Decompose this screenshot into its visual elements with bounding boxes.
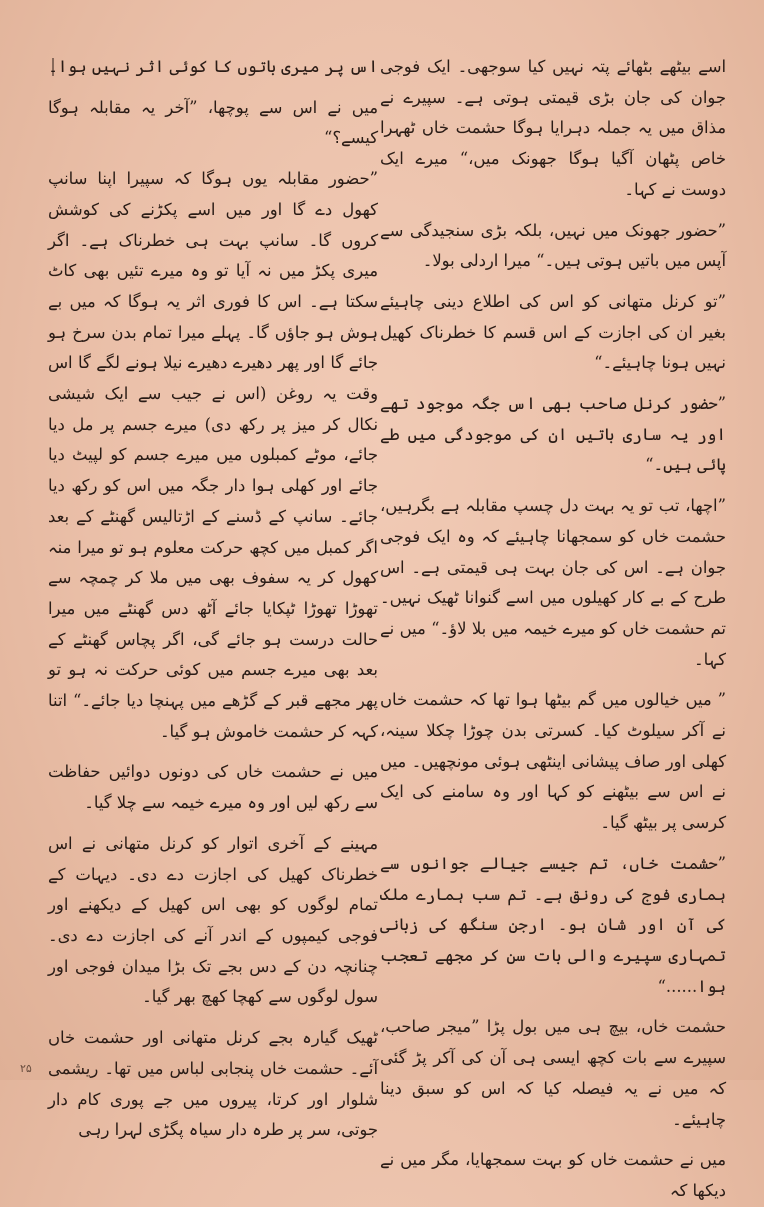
right-text-column [380,52,726,1200]
page-number [20,1062,220,1078]
paragraph: اسے بیٹھے بٹھائے پتہ نہیں کیا سوجھی۔ ایک فوجی جوان کی جان بڑی قیمتی ہوتی ہے۔ سپیرے نے مذاق میں یہ جملہ دہرایا ہوگا حشمت خاں ٹھہرا خاص پٹھان آگیا ہوگا جھونک میں،“ میرے ایک دوست نے کہا۔ [380,57,726,199]
paragraph: میں نے حشمت خاں کی دونوں دوائیں حفاظت سے رکھ لیں اور وہ میرے خیمہ سے چلا گیا۔ [48,762,378,813]
paragraph: ٹھیک گیارہ بجے کرنل متھانی اور حشمت خاں آئے۔ حشمت خاں پنجابی لباس میں تھا۔ ریشمی شلوار اور کرتا، پیروں میں جے پوری کام دار جوتی، سر پر طرہ دار سیاہ پگڑی لہرا رہی [48,1028,378,1140]
paragraph: ” میں خیالوں میں گم بیٹھا ہوا تھا کہ حشمت خاں نے آکر سیلوٹ کیا۔ کسرتی بدن چوڑا چکلا سینہ، کھلی اور صاف پیشانی اینٹھی ہوئی مونچھیں۔ میں نے اس سے بیٹھنے کو کہا اور وہ سامنے کی ایک کرسی پر بیٹھ گیا۔ [380,690,726,833]
paragraph: ”حضور جھونک میں نہیں، بلکہ بڑی سنجیدگی سے آپس میں باتیں ہوتی ہیں۔“ میرا اردلی بولا۔ [380,220,726,271]
left-text-column [48,52,378,1140]
paragraph: اس پر میری باتوں کا کوئی اثر نہیں ہوا۔ [48,57,378,76]
paragraph: حشمت خاں، بیچ ہی میں بول پڑا ”میجر صاحب، سپیرے سے بات کچھ ایسی ہی آن کی آکر پڑ گئی کہ میں نے یہ فیصلہ کیا کہ اس کو سبق دینا چاہیئے۔ [380,1017,726,1129]
paragraph: میں نے اس سے پوچھا، ”آخر یہ مقابلہ ہوگا کیسے؟“ [48,97,378,148]
page-number-text: ۲۵ [20,1062,32,1075]
paragraph: ”حضور کرنل صاحب بھی اس جگہ موجود تھے اور یہ ساری باتیں ان کی موجودگی میں طے پائی ہیں۔“ [380,394,726,475]
paragraph: ”تو کرنل متھانی کو اس کی اطلاع دینی چاہیئے بغیر ان کی اجازت کے اس قسم کا خطرناک کھیل نہیں ہونا چاہیئے۔“ [380,291,726,373]
paragraph: مہینے کے آخری اتوار کو کرنل متھانی نے اس خطرناک کھیل کی اجازت دے دی۔ دیہات کے تمام لوگوں کو بھی اس کھیل کے دیکھنے اور فوجی کیمپوں کے اندر آنے کی اجازت دے دی۔ چنانچہ دن کے دس بجے تک بڑا میدان فوجی اور سول لوگوں سے کھچا کھچ بھر گیا۔ [48,833,378,1007]
paragraph: میں نے حشمت خاں کو بہت سمجھایا، مگر میں نے دیکھا کہ [380,1150,726,1200]
paragraph: ”حضور مقابلہ یوں ہوگا کہ سپیرا اپنا سانپ کھول دے گا اور میں اسے پکڑنے کی کوشش کروں گا۔ سانپ بہت ہی خطرناک ہے۔ اگر میری پکڑ میں نہ آیا تو وہ میرے تئیں بھی کاٹ سکتا ہے۔ اس کا فوری اثر یہ ہوگا کہ میں بے ہوش ہو جاؤں گا۔ پہلے میرا تمام بدن سرخ ہو جائے گا اور پھر دھیرے دھیرے نیلا ہونے لگے گا اس وقت یہ روغن (اس نے جیب سے ایک شیشی نکال کر میز پر رکھ دی) میرے جسم پر مل دیا جائے، موٹے کمبلوں میں میرے جسم کو لپیٹ دیا جائے اور کھلی ہوا دار جگہ میں اس کو رکھ دیا جائے۔ سانپ کے ڈسنے کے اڑتالیس گھنٹے کے بعد اگر کمبل میں کچھ حرکت معلوم ہو تو میرا منہ کھول کر یہ سفوف بھی میں ملا کر چمچہ سے تھوڑا تھوڑا ٹپکایا جائے آٹھ دس گھنٹے میں میرا حالت درست ہو جائے گی، اگر پچاس گھنٹے کے بعد بھی میرے جسم میں کوئی حرکت نہ ہو تو پھر مجھے قبر کے گڑھے میں پہنچا دیا جائے۔“ اتنا کہہ کر حشمت خاموش ہو گیا۔ [48,169,378,741]
paragraph: ”حشمت خاں، تم جیسے جیالے جوانوں سے ہماری فوج کی رونق ہے۔ تم سب ہمارے ملک کی آن اور شان ہو۔ ارجن سنگھ کی زبانی تمہاری سپیرے والی بات سن کر مجھے تعجب ہوا......“ [380,853,726,996]
paragraph: ”اچھا، تب تو یہ بہت دل چسپ مقابلہ ہے بگرہیں، حشمت خاں کو سمجھانا چاہیئے کہ وہ ایک فوجی جوان ہے۔ اس کی جان بہت ہی قیمتی ہے۔ اس طرح کے بے کار کھیلوں میں اسے گنوانا ٹھیک نہیں۔ تم حشمت خاں کو میرے خیمہ میں بلا لاؤ۔“ میں نے کہا۔ [380,496,726,669]
